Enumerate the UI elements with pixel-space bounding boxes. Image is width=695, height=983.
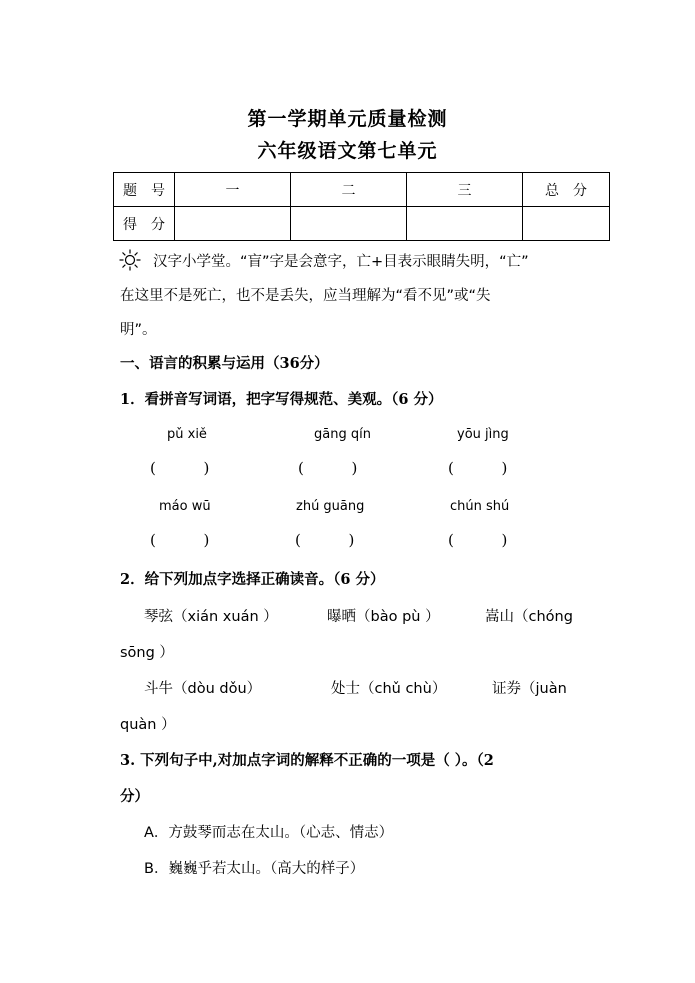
pinyin-5: zhú guāng [296,499,365,514]
score-header-total: 总 分 [523,173,610,207]
sun-icon [119,249,141,271]
pinyin-4: máo wū [159,499,211,514]
exam-subtitle: 六年级语文第七单元 [257,140,438,162]
question-3-stem-wrap: 分） [120,788,149,805]
q2-item-2: 曝晒（bào pù ） [327,609,440,625]
answer-blank-3[interactable]: ( ) [448,459,508,477]
score-header-section-3: 三 [407,173,523,207]
q2-item-3-wrap: sōng ） [120,645,174,661]
pinyin-6: chún shú [450,499,510,514]
q2-item-6-wrap: quàn ） [120,717,176,733]
question-2-stem: 2．给下列加点字选择正确读音。（6 分） [120,571,385,588]
section-1-heading: 一、语言的积累与运用（36分） [120,355,329,372]
pinyin-1: pǔ xiě [167,427,207,442]
score-header-label: 题 号 [114,173,175,207]
answer-blank-6[interactable]: ( ) [448,531,508,549]
answer-blank-5[interactable]: ( ) [295,531,355,549]
question-1-stem: 1．看拼音写词语，把字写得规范、美观。（6 分） [120,391,443,408]
q2-item-4: 斗牛（dòu dǒu） [144,681,262,697]
score-table-score-row [114,207,610,241]
q2-item-6: 证券（juàn [492,681,567,697]
question-3-stem: 3. 下列句子中,对加点字词的解释不正确的一项是（ ）。（2 [120,752,494,769]
score-row-label: 得 分 [114,207,175,241]
score-table-header-row [114,173,610,207]
q2-item-5: 处士（chǔ chù） [331,681,447,697]
pinyin-3: yōu jìng [457,427,509,442]
score-cell-2 [291,207,407,241]
answer-blank-4[interactable]: ( ) [150,531,210,549]
score-cell-3 [407,207,523,241]
note-line-2: 在这里不是死亡，也不是丢失，应当理解为“看不见”或“失 [120,288,491,304]
q3-option-a: A．方鼓琴而志在太山。（心志、情志） [144,825,394,841]
score-cell-1 [175,207,291,241]
exam-title: 第一学期单元质量检测 [247,108,448,130]
note-line-1: 汉字小学堂。“盲”字是会意字，亡+目表示眼睛失明，“亡” [153,254,529,270]
answer-blank-2[interactable]: ( ) [298,459,358,477]
answer-blank-1[interactable]: ( ) [150,459,210,477]
q3-option-b: B．巍巍乎若太山。（高大的样子） [144,861,365,877]
score-header-section-1: 一 [175,173,291,207]
note-line-3: 明”。 [120,322,157,338]
q2-item-3: 嵩山（chóng [485,609,573,625]
score-header-section-2: 二 [291,173,407,207]
pinyin-2: gāng qín [314,427,371,442]
q2-item-1: 琴弦（xián xuán ） [144,609,278,625]
score-cell-total [523,207,610,241]
score-table [113,172,610,241]
